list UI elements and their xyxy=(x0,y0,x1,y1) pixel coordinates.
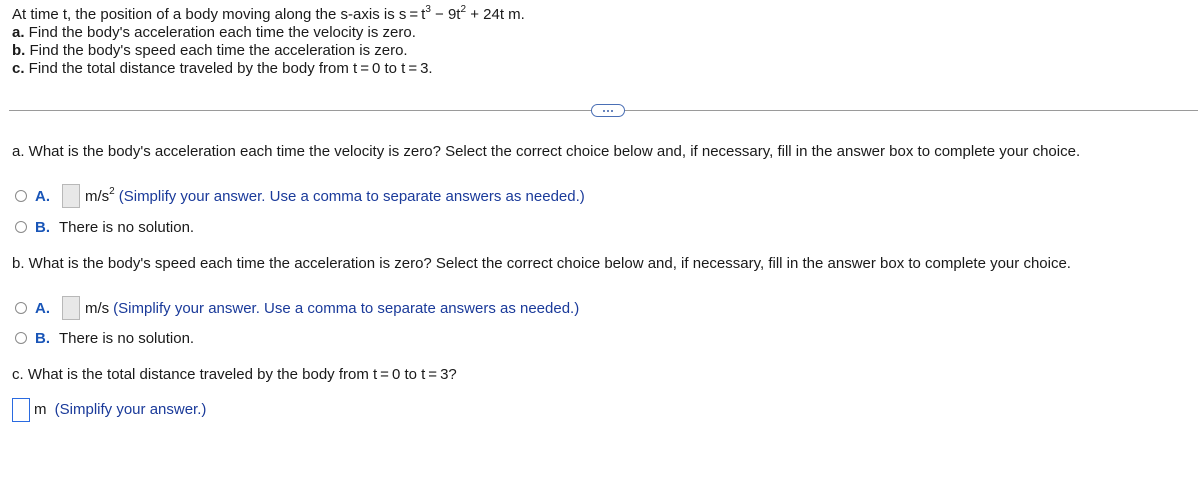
unit-label: m xyxy=(34,401,47,418)
intro-text-mid: − 9t xyxy=(430,6,461,23)
radio-button[interactable] xyxy=(15,302,27,314)
question-c-prompt: c. What is the total distance traveled by the body from t = 0 to t = 3? xyxy=(12,366,457,383)
radio-button[interactable] xyxy=(15,332,27,344)
ellipsis-icon xyxy=(603,110,605,112)
part-label: c. xyxy=(12,60,25,77)
expand-more-button[interactable] xyxy=(591,104,625,117)
choice-letter: A. xyxy=(35,187,50,205)
answer-input[interactable] xyxy=(12,398,30,422)
unit-label xyxy=(85,185,115,205)
problem-statement xyxy=(12,6,525,78)
problem-intro xyxy=(12,6,525,24)
choice-letter: B. xyxy=(35,329,50,347)
part-label: a. xyxy=(12,24,25,41)
part-text: Find the body's speed each time the acceleration is zero. xyxy=(25,42,408,59)
ellipsis-icon xyxy=(607,110,609,112)
problem-part-c xyxy=(12,60,525,78)
choice-letter: A. xyxy=(35,299,50,317)
radio-button[interactable] xyxy=(15,221,27,233)
part-text: Find the body's acceleration each time the velocity is zero. xyxy=(24,24,416,41)
unit-exponent: 2 xyxy=(109,185,115,197)
part-label: b. xyxy=(12,42,26,59)
exponent: 3 xyxy=(425,4,431,15)
question-b-prompt: b. What is the body's speed each time the acceleration is zero? Select the correct choice below and, if necessary, fill in the answer box to complete your choice. xyxy=(12,255,1071,272)
question-b-choice-b[interactable] xyxy=(15,325,194,351)
choice-text: There is no solution. xyxy=(59,218,195,236)
choice-letter: B. xyxy=(35,218,50,236)
ellipsis-icon xyxy=(611,110,613,112)
answer-input[interactable] xyxy=(62,296,80,320)
problem-part-a xyxy=(12,24,525,42)
unit-text: m/s xyxy=(85,187,110,205)
radio-button[interactable] xyxy=(15,190,27,202)
part-text: Find the total distance traveled by the body from t = 0 to t = 3. xyxy=(24,60,433,77)
question-a-prompt: a. What is the body's acceleration each time the velocity is zero? Select the correct choice below and, if necessary, fill in the answer box to complete your choice. xyxy=(12,143,1081,160)
question-a-choice-a[interactable] xyxy=(15,183,585,209)
question-a-choice-b[interactable] xyxy=(15,214,194,240)
unit-label: m/s xyxy=(85,299,110,317)
hint-text: (Simplify your answer.) xyxy=(54,401,207,418)
hint-text: (Simplify your answer. Use a comma to separate answers as needed.) xyxy=(113,299,580,317)
hint-text: (Simplify your answer. Use a comma to separate answers as needed.) xyxy=(118,187,585,205)
intro-text: At time t, the position of a body moving along the s-axis is s = t xyxy=(12,6,426,23)
question-c-answer-row xyxy=(34,401,206,418)
choice-text: There is no solution. xyxy=(59,329,195,347)
intro-text-end: + 24t m. xyxy=(466,6,525,23)
problem-part-b xyxy=(12,42,525,60)
question-b-choice-a[interactable] xyxy=(15,295,579,321)
answer-input[interactable] xyxy=(62,184,80,208)
exponent: 2 xyxy=(460,4,467,15)
